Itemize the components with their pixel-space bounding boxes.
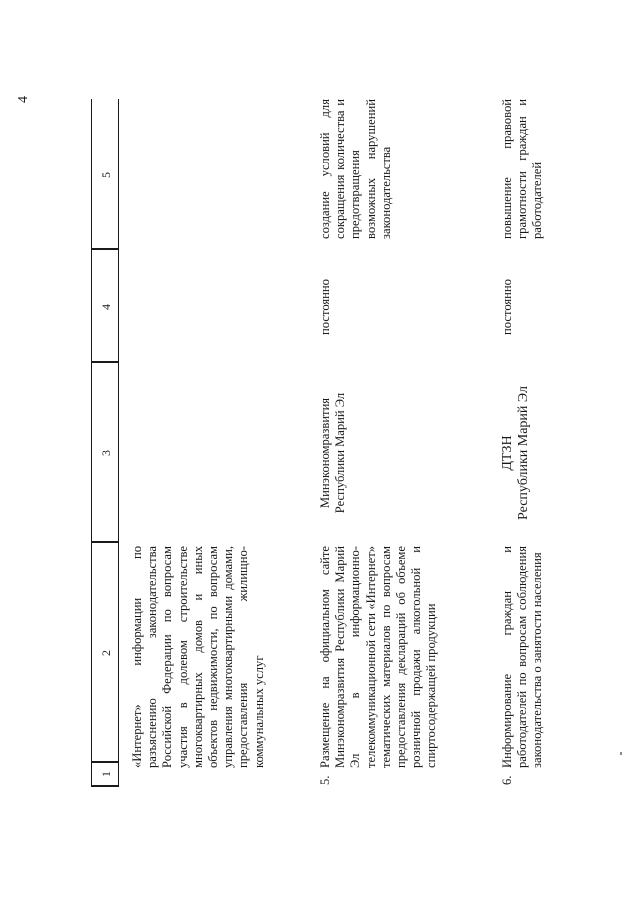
- continued-measure-text: «Интернет» информации по разъяснению законодательства Российской Федерации по вопросам участия в долевом строительстве многоквартирных домов и иных объектов недвижимости, по вопросам управления многоквартирными домами, предоставления жилищно-коммунальных услуг: [130, 546, 266, 768]
- column-header-2: 2: [99, 650, 113, 656]
- column-divider: [91, 249, 119, 251]
- result-text: создание условий для сокращения количества и предотвращения возможных нарушений законодательства: [318, 99, 393, 239]
- row-number: 6.: [500, 775, 514, 785]
- page-number: 4: [16, 96, 31, 103]
- column-header-3: 3: [99, 450, 113, 456]
- executor-text: Минэкономразвития Республики Марий Эл: [318, 392, 348, 514]
- column-header-5: 5: [99, 172, 113, 178]
- scan-mark: [620, 752, 622, 755]
- result-text: повышение правовой грамотности граждан и работодателей: [500, 99, 545, 239]
- executor-line: Республики Марий Эл: [516, 386, 531, 520]
- header-bottom-border: [118, 99, 119, 787]
- column-divider: [91, 762, 119, 764]
- term-text: постоянно: [500, 279, 514, 335]
- row-number: 5.: [318, 775, 332, 785]
- column-header-1: 1: [99, 771, 113, 777]
- executor-line: ДТЗН: [500, 435, 515, 471]
- table-top-border: [91, 99, 92, 787]
- column-header-4: 4: [99, 304, 113, 310]
- executor-text: [500, 383, 532, 523]
- term-text: постоянно: [318, 279, 332, 335]
- measure-text: Размещение на официальном сайте Минэкономразвития Республики Марий Эл в информационно-телекоммуникационной сети «Интернет» тематических материалов по вопросам предоставления деклараций об объеме розничной продажи алкогольной и спиртосодержащей продукции: [318, 546, 439, 768]
- column-divider: [91, 786, 119, 788]
- column-divider: [91, 362, 119, 364]
- measure-text: Информирование граждан и работодателей по вопросам соблюдения законодательства о занятости населения: [500, 546, 545, 768]
- column-divider: [91, 542, 119, 544]
